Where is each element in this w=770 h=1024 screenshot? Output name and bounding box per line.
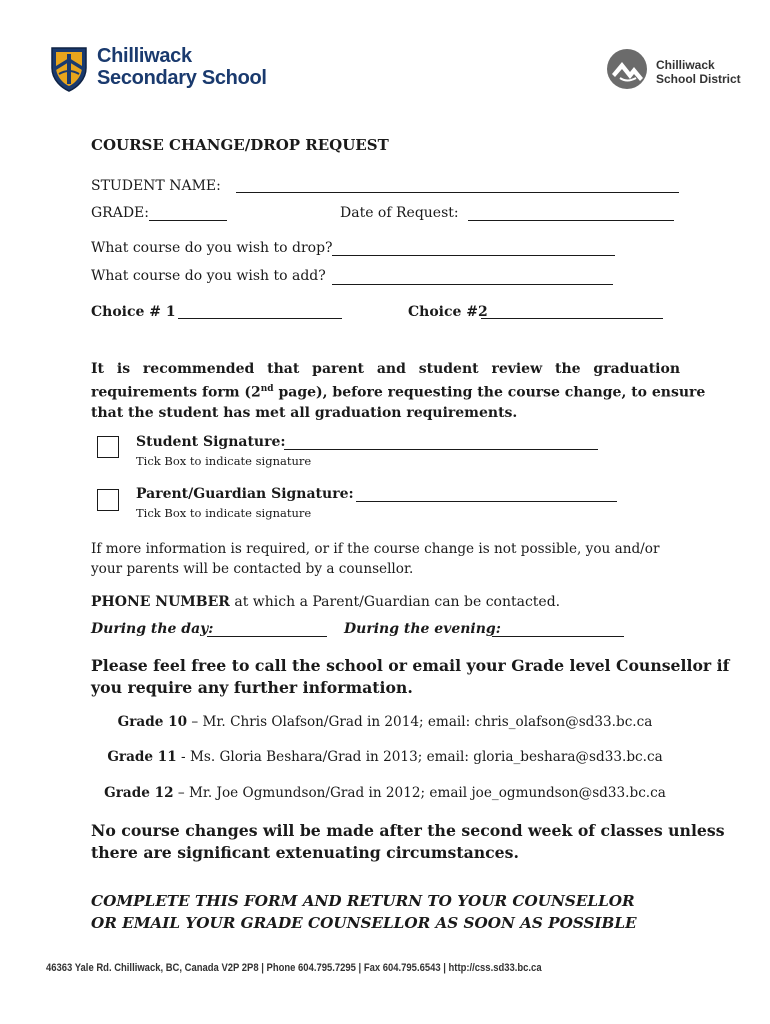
choice2-label: Choice #2 bbox=[408, 304, 488, 320]
notice-line2-pre: requirements form (2 bbox=[91, 384, 261, 401]
closing-instruction bbox=[91, 890, 637, 934]
student-signature-label: Student Signature: bbox=[136, 434, 286, 450]
choice1-field[interactable] bbox=[178, 318, 342, 319]
graduation-notice bbox=[91, 359, 706, 423]
closing-line2: OR EMAIL YOUR GRADE COUNSELLOR AS SOON AS POSSIBLE bbox=[91, 914, 637, 932]
phone-label-rest: at which a Parent/Guardian can be contacted. bbox=[229, 594, 561, 610]
counsellor-grade-11 bbox=[50, 749, 720, 765]
counsellor-detail: Ms. Gloria Beshara/Grad in 2013; email: gloria_beshara@sd33.bc.ca bbox=[189, 749, 663, 765]
counsellor-detail: Mr. Chris Olafson/Grad in 2014; email: chris_olafson@sd33.bc.ca bbox=[202, 714, 653, 730]
district-name-line1: Chilliwack bbox=[656, 58, 715, 72]
parent-signature-hint: Tick Box to indicate signature bbox=[136, 506, 312, 520]
school-name bbox=[97, 45, 267, 89]
drop-course-field[interactable] bbox=[332, 255, 615, 256]
notice-line2-post: page), before requesting the course change, to ensure bbox=[273, 384, 706, 401]
phone-number-text bbox=[91, 594, 560, 610]
contact-heading-line1: Please feel free to call the school or email your Grade level Counsellor if bbox=[91, 656, 730, 675]
closing-line1: COMPLETE THIS FORM AND RETURN TO YOUR COUNSELLOR bbox=[91, 892, 635, 910]
grade-label: GRADE: bbox=[91, 205, 149, 221]
info-line2: your parents will be contacted by a counsellor. bbox=[91, 561, 414, 577]
policy-line2: there are significant extenuating circumstances. bbox=[91, 843, 519, 862]
district-name bbox=[656, 58, 741, 86]
contact-heading-line2: you require any further information. bbox=[91, 678, 413, 697]
add-course-label: What course do you wish to add? bbox=[91, 268, 326, 284]
counsellor-grade-10 bbox=[50, 714, 720, 730]
school-name-line2: Secondary School bbox=[97, 67, 267, 89]
parent-signature-checkbox[interactable] bbox=[97, 489, 119, 511]
parent-signature-label: Parent/Guardian Signature: bbox=[136, 486, 354, 502]
policy-notice bbox=[91, 820, 725, 864]
phone-evening-label: During the evening: bbox=[344, 621, 501, 637]
counsellor-info-text bbox=[91, 539, 659, 579]
counsellor-grade: Grade 10 bbox=[117, 714, 188, 730]
choice2-field[interactable] bbox=[481, 318, 663, 319]
counsellor-grade: Grade 12 bbox=[104, 785, 174, 801]
student-signature-field[interactable] bbox=[284, 449, 598, 450]
contact-heading bbox=[91, 655, 729, 699]
counsellor-grade: Grade 11 bbox=[107, 749, 177, 765]
notice-line2 bbox=[91, 379, 706, 403]
notice-line3: that the student has met all graduation requirements. bbox=[91, 404, 518, 421]
district-logo-icon bbox=[606, 48, 648, 90]
school-crest-icon bbox=[50, 46, 88, 92]
date-label: Date of Request: bbox=[340, 205, 459, 221]
phone-label-bold: PHONE NUMBER bbox=[91, 594, 230, 610]
student-signature-checkbox[interactable] bbox=[97, 436, 119, 458]
student-name-field[interactable] bbox=[236, 192, 679, 193]
counsellor-sep: – bbox=[187, 714, 203, 730]
phone-evening-field[interactable] bbox=[492, 636, 624, 637]
parent-signature-field[interactable] bbox=[356, 501, 617, 502]
student-name-label: STUDENT NAME: bbox=[91, 178, 221, 194]
counsellor-sep: – bbox=[173, 785, 189, 801]
drop-course-label: What course do you wish to drop? bbox=[91, 240, 333, 256]
form-title: COURSE CHANGE/DROP REQUEST bbox=[91, 136, 389, 154]
counsellor-detail: Mr. Joe Ogmundson/Grad in 2012; email joe_ogmundson@sd33.bc.ca bbox=[188, 785, 666, 801]
district-name-line2: School District bbox=[656, 72, 741, 86]
counsellor-grade-12 bbox=[50, 785, 720, 801]
grade-field[interactable] bbox=[149, 220, 227, 221]
policy-line1: No course changes will be made after the second week of classes unless bbox=[91, 821, 725, 840]
add-course-field[interactable] bbox=[332, 284, 613, 285]
footer-address: 46363 Yale Rd. Chilliwack, BC, Canada V2P 2P8 | Phone 604.795.7295 | Fax 604.795.6543 | http://css.sd33.bc.ca bbox=[46, 962, 542, 974]
date-field[interactable] bbox=[468, 220, 674, 221]
phone-day-field[interactable] bbox=[207, 636, 327, 637]
phone-day-label: During the day: bbox=[91, 621, 214, 637]
counsellor-sep: - bbox=[176, 749, 190, 765]
choice1-label: Choice # 1 bbox=[91, 304, 176, 320]
notice-line1: It is recommended that parent and student review the graduation bbox=[91, 361, 680, 377]
school-name-line1: Chilliwack bbox=[97, 45, 192, 67]
notice-line2-sup: nd bbox=[260, 384, 274, 394]
info-line1: If more information is required, or if the course change is not possible, you and/or bbox=[91, 541, 660, 557]
student-signature-hint: Tick Box to indicate signature bbox=[136, 454, 312, 468]
